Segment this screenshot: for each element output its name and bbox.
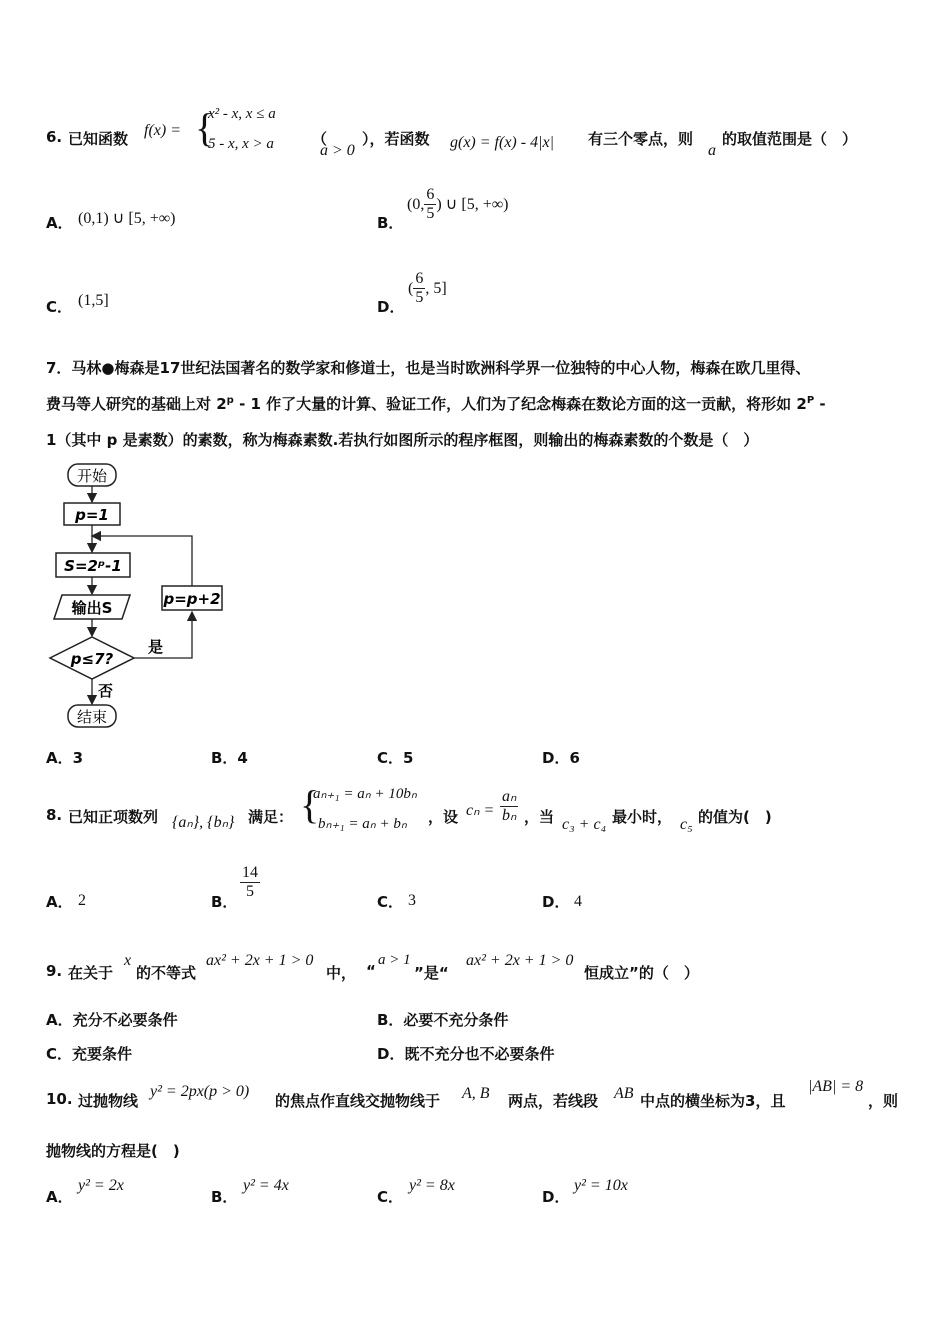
q7-option-b: B．4 <box>211 749 248 767</box>
q6-option-d-label: D． <box>377 298 405 316</box>
q10-option-a-value: y² = 2x <box>78 1177 124 1194</box>
flow-init-node <box>64 503 120 525</box>
q8-option-a-value: 2 <box>78 892 86 909</box>
q6-case1: x² - x, x ≤ a <box>208 106 276 122</box>
flow-output-label: 输出S <box>71 599 113 617</box>
flow-no-label: 否 <box>98 682 114 700</box>
q9-ineq-2: ax² + 2x + 1 > 0 <box>466 952 574 969</box>
q8-eq1: aₙ₊₁ = aₙ + 10bₙ <box>313 786 417 802</box>
q6-option-c-label: C． <box>46 298 73 316</box>
q9-ineq-label: 的不等式 <box>136 964 197 982</box>
q6-mid: ），若函数 <box>362 130 430 148</box>
q8-set: ，设 <box>428 808 459 826</box>
q8-number: 8. <box>46 806 63 824</box>
flow-update-node <box>162 586 222 610</box>
flow-output-node <box>54 595 130 619</box>
q7-line-3: 1（其中 p 是素数）的素数，称为梅森素数.若执行如图所示的程序框图，则输出的梅森素数的个数是（ ） <box>46 431 759 449</box>
flow-calc-node <box>56 553 130 577</box>
flow-start-node <box>68 464 116 486</box>
flow-cond-node <box>50 637 134 679</box>
q6-option-d-value: ( $\frac{6}{5}$ , 5] <box>408 270 447 306</box>
q9-option-d: D．既不充分也不必要条件 <box>377 1045 555 1063</box>
flow-end-node <box>68 705 116 727</box>
q8-when: ，当 <box>524 808 555 826</box>
q9-zhong: 中， <box>326 964 357 982</box>
q9-option-c: C．充要条件 <box>46 1045 133 1063</box>
q10-abs-ab: |AB| = 8 <box>808 1078 864 1095</box>
q10-option-c-label: C． <box>377 1188 404 1206</box>
q10-lead: 过抛物线 <box>78 1092 139 1110</box>
q6-case2: 5 - x, x > a <box>208 136 274 152</box>
q8-option-b-label: B． <box>211 893 238 911</box>
q10-option-b-value: y² = 4x <box>243 1177 289 1194</box>
q6-option-c-value: (1,5] <box>78 292 109 309</box>
flow-start-label: 开始 <box>76 467 108 485</box>
q6-option-a-label: A． <box>46 214 73 232</box>
q8-mid: 满足： <box>248 808 294 826</box>
q7-option-c: C．5 <box>377 749 414 767</box>
q6-gx: g(x) = f(x) - 4|x| <box>450 134 554 151</box>
q6-option-b-value: (0, $\frac{6}{5}$ ) ∪ [5, +∞) <box>407 186 509 222</box>
q10-mid-2: 两点，若线段 <box>508 1092 599 1110</box>
flow-update-label: p=p+2 <box>163 590 221 608</box>
q8-sum: c₃ + c₄ <box>562 816 607 833</box>
q6-cond: a > 0 <box>320 142 355 159</box>
q10-option-c-value: y² = 8x <box>409 1177 455 1194</box>
q8-option-a-label: A． <box>46 893 73 911</box>
flow-cond-label: p≤7? <box>70 650 114 668</box>
q6-paren-open: （ <box>312 130 328 148</box>
q9-option-b: B．必要不充分条件 <box>377 1011 509 1029</box>
q8-option-d-label: D． <box>542 893 570 911</box>
q6-tail: 有三个零点，则 <box>588 130 694 148</box>
q8-end: 的值为( ) <box>698 808 772 826</box>
q7-line-1: 7．马林●梅森是17世纪法国著名的数学家和修道士，也是当时欧洲科学界一位独特的中心人物，梅森在欧几里得、 <box>46 359 811 377</box>
q9-number: 9. <box>46 962 63 980</box>
q9-x: x <box>124 952 132 969</box>
q6-lead: 已知函数 <box>68 130 129 148</box>
q9-option-a: A．充分不必要条件 <box>46 1011 178 1029</box>
q9-ineq: ax² + 2x + 1 > 0 <box>206 952 314 969</box>
q8-seqs: {aₙ}, {bₙ} <box>172 814 235 831</box>
q6-end: 的取值范围是（ ） <box>722 130 858 148</box>
q9-lead: 在关于 <box>68 964 114 982</box>
q6-var: a <box>708 142 716 159</box>
q7-flowchart <box>48 460 238 732</box>
q8-option-b-value: $\frac{14}{5}$ <box>242 864 258 900</box>
q10-ab: AB <box>614 1085 634 1102</box>
q8-cn: cₙ = <box>466 802 495 819</box>
q6-number: 6. <box>46 128 63 146</box>
q6-brace: { <box>195 105 215 150</box>
q10-mid-3: 中点的横坐标为3，且 <box>640 1092 786 1110</box>
q10-number: 10. <box>46 1090 73 1108</box>
q10-option-d-label: D． <box>542 1188 570 1206</box>
q10-option-b-label: B． <box>211 1188 238 1206</box>
flow-end-label: 结束 <box>76 708 108 726</box>
q8-eq2: bₙ₊₁ = aₙ + bₙ <box>318 816 407 832</box>
q9-quote-mid: ”是“ <box>414 964 449 982</box>
q10-option-a-label: A． <box>46 1188 73 1206</box>
q8-option-d-value: 4 <box>574 893 582 910</box>
q7-option-a: A．3 <box>46 749 84 767</box>
q10-mid: 的焦点作直线交抛物线于 <box>275 1092 441 1110</box>
flow-init-label: p=1 <box>75 506 109 524</box>
flow-calc-label: S=2ᵖ-1 <box>64 557 122 575</box>
q9-end: 恒成立”的（ ） <box>584 964 699 982</box>
q10-parabola: y² = 2px(p > 0) <box>150 1083 250 1100</box>
q8-c5: c₅ <box>680 816 693 833</box>
q10-line-2: 抛物线的方程是( ) <box>46 1142 180 1160</box>
q6-option-a-value: (0,1) ∪ [5, +∞) <box>78 210 176 227</box>
q8-cn-frac: $\frac{\text{aₙ}}{\text{bₙ}}$ <box>502 788 517 824</box>
q10-then: ，则 <box>868 1092 899 1110</box>
q7-line-2: 费马等人研究的基础上对 2$^p$ - 1 作了大量的计算、验证工作，人们为了纪念梅森在数论方面的这一贡献，将形如 $2^P$ - <box>46 395 826 413</box>
q8-lead: 已知正项数列 <box>68 808 159 826</box>
q8-min: 最小时， <box>612 808 673 826</box>
q7-option-d: D．6 <box>542 749 580 767</box>
q8-option-c-label: C． <box>377 893 404 911</box>
q8-option-c-value: 3 <box>408 892 416 909</box>
q10-points: A, B <box>462 1085 490 1102</box>
q8-brace: { <box>300 782 320 827</box>
q6-fx: f(x) = <box>144 122 181 139</box>
q9-quote-open: “ <box>366 962 376 980</box>
flow-yes-label: 是 <box>148 638 164 656</box>
q9-cond: a > 1 <box>378 952 411 968</box>
q6-option-b-label: B． <box>377 214 404 232</box>
q10-option-d-value: y² = 10x <box>574 1177 628 1194</box>
